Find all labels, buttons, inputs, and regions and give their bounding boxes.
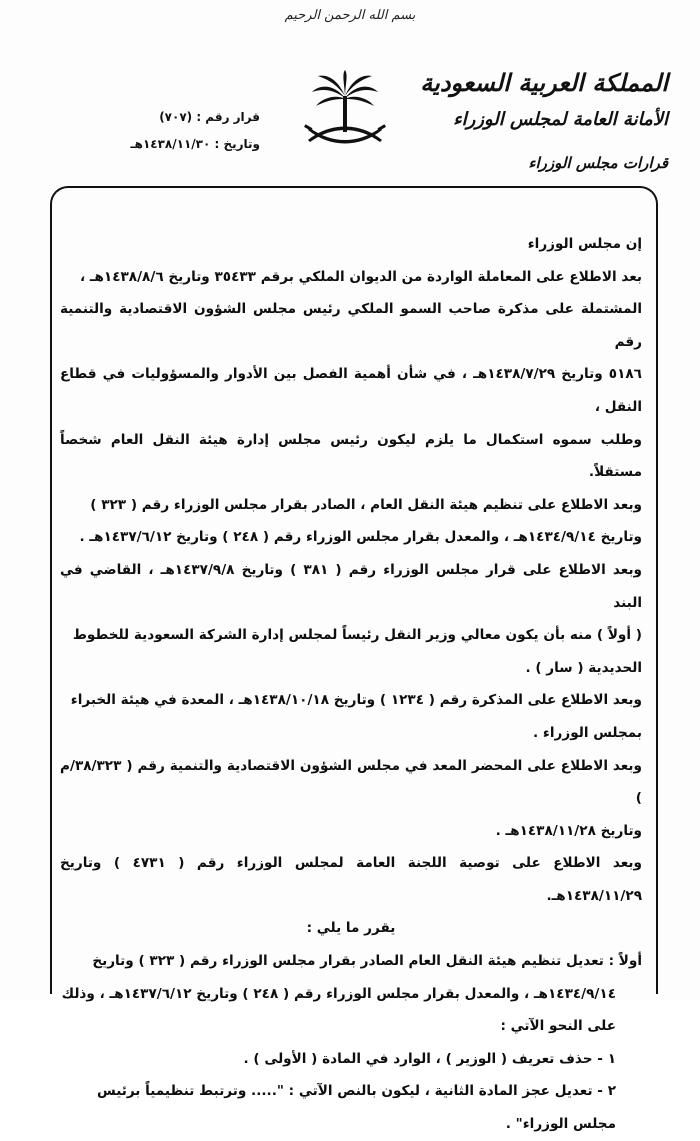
secretariat-title: الأمانة العامة لمجلس الوزراء	[453, 109, 668, 130]
body-line: المشتملة على مذكرة صاحب السمو الملكي رئيس مجلس الشؤون الاقتصادية والتنمية رقم	[60, 301, 642, 350]
clause-item: ١ - حذف تعريف ( الوزير ) ، الوارد في المادة ( الأولى ) .	[243, 1050, 616, 1067]
body-line: وبعد الاطلاع على توصية اللجنة العامة لمجلس الوزراء رقم ( ٤٧٣١ ) وتاريخ ١٤٣٨/١١/٢٩هـ.	[60, 855, 642, 904]
body-line: وتاريخ ١٤٣٨/١١/٢٨هـ .	[495, 822, 642, 839]
first-clause-line: على النحو الآتي :	[500, 1018, 616, 1035]
body-line: وطلب سموه استكمال ما يلزم ليكون رئيس مجلس إدارة هيئة النقل العام شخصاً مستقلاً.	[60, 431, 642, 481]
decision-number: قرار رقم : (٧٠٧)	[159, 110, 260, 124]
decides-heading: يقرر ما يلي :	[306, 920, 396, 937]
body-line: وبعد الاطلاع على قرار مجلس الوزراء رقم ( ٣٨١ ) وتاريخ ١٤٣٧/٩/٨هـ ، القاضي في البند	[60, 561, 642, 611]
body-line: بمجلس الوزراء .	[533, 724, 642, 741]
body-line: ٥١٨٦ وتاريخ ١٤٣٨/٧/٢٩هـ ، في شأن أهمية الفصل بين الأدوار والمسؤوليات في قطاع النقل ،	[60, 366, 642, 415]
body-line: وتاريخ ١٤٣٤/٩/١٤هـ ، والمعدل بقرار مجلس الوزراء رقم ( ٢٤٨ ) وتاريخ ١٤٣٧/٦/١٢هـ .	[79, 529, 642, 546]
letterhead	[408, 66, 668, 174]
intro-line: إن مجلس الوزراء	[527, 236, 642, 252]
decision-meta	[120, 104, 260, 158]
clause-item: ٢ - تعديل عجز المادة الثانية ، ليكون بالنص الآتي : "..... وترتبط تنظيمياً برئيس	[96, 1083, 616, 1100]
basmala: بسم الله الرحمن الرحيم	[284, 8, 416, 23]
clause-item: مجلس الوزراء" .	[505, 1116, 616, 1133]
body-line: ( أولاً ) منه بأن يكون معالي وزير النقل رئيساً لمجلس إدارة الشركة السعودية للخطوط	[72, 627, 642, 644]
first-clause-line: أولاً : تعديل تنظيم هيئة النقل العام الصادر بقرار مجلس الوزراء رقم ( ٣٢٣ ) وتاريخ	[92, 953, 642, 970]
decision-date: وتاريخ : ١٤٣٨/١١/٣٠هـ	[130, 137, 260, 151]
kingdom-title: المملكة العربية السعودية	[420, 68, 668, 97]
body-line: وبعد الاطلاع على المذكرة رقم ( ١٢٣٤ ) وتاريخ ١٤٣٨/١٠/١٨هـ ، المعدة في هيئة الخبراء	[70, 692, 642, 709]
body-line: وبعد الاطلاع على تنظيم هيئة النقل العام ، الصادر بقرار مجلس الوزراء رقم ( ٣٢٣ )	[90, 496, 642, 513]
first-clause-line: ١٤٣٤/٩/١٤هـ ، والمعدل بقرار مجلس الوزراء رقم ( ٢٤٨ ) وتاريخ ١٤٣٧/٦/١٢هـ ، وذلك	[61, 985, 616, 1002]
body-line: الحديدية ( سار ) .	[525, 659, 642, 676]
decisions-title: قرارات مجلس الوزراء	[528, 154, 668, 172]
saudi-emblem-icon	[300, 68, 390, 158]
decision-body	[60, 228, 642, 1141]
body-line: وبعد الاطلاع على المحضر المعد في مجلس الشؤون الاقتصادية والتنمية رقم ( ٣٨/٣٢٣/م )	[60, 757, 642, 807]
body-line: بعد الاطلاع على المعاملة الواردة من الديوان الملكي برقم ٣٥٤٣٣ وتاريخ ١٤٣٨/٨/٦هـ ،	[79, 268, 642, 285]
